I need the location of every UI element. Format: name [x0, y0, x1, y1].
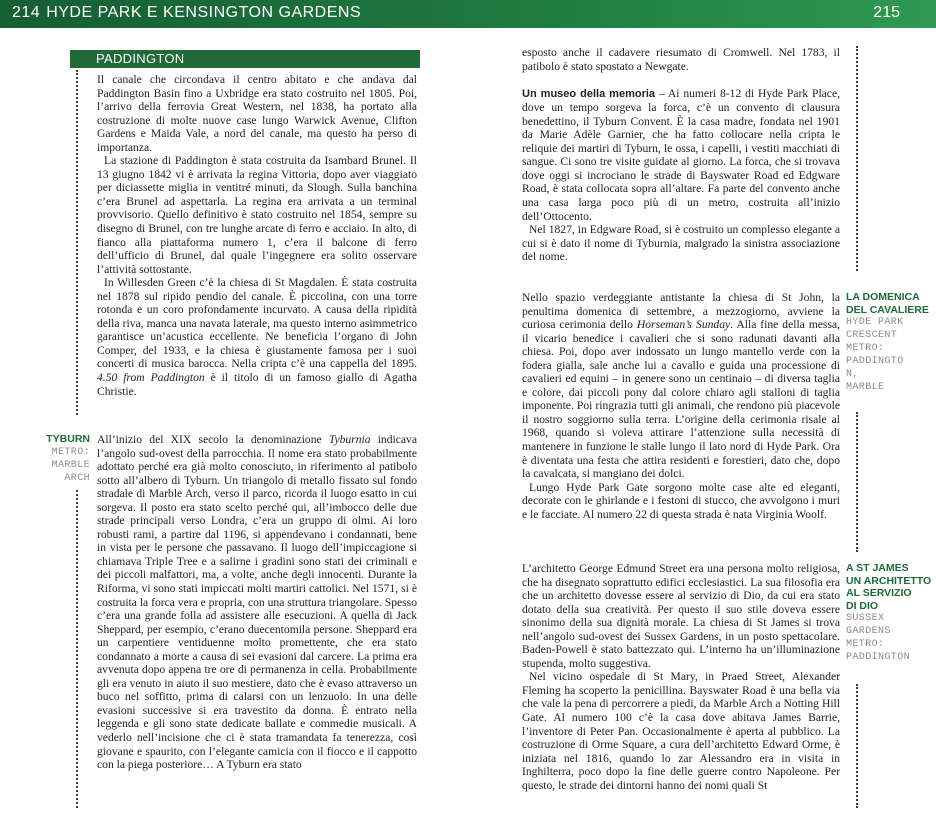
- running-header: [0, 0, 936, 28]
- inline-heading: Un museo della memoria: [522, 87, 656, 100]
- book-title: 4.50 from Paddington: [97, 371, 205, 385]
- side-heading: DEL CAVALIERE: [846, 303, 929, 316]
- paragraph: L’architetto George Edmund Street era una persona molto religiosa, che ha disegnato soprattutto edifici ecclesiastici. La sua filosofia era che un architetto dovesse essere al servizio di Dio, da cui era stato dotato della sua creatività. Per questo il suo stile doveva essere sinonimo della sua dignità morale. La chiesa di St James si trova nell’angolo sud-ovest dei Sussex Gardens, in un posto spettacolare. Baden-Powell è stato battezzato qui. L’interno ha un’illuminazione stupenda, molto suggestiva.: [522, 562, 840, 670]
- left-chapter-title: HYDE PARK E KENSINGTON GARDENS: [46, 4, 362, 21]
- side-meta-line: ARCH: [64, 472, 90, 484]
- left-running-head: [12, 4, 361, 22]
- domenica-sidebar: [846, 291, 934, 394]
- right-margin-dotted-rule: [856, 46, 858, 271]
- domenica-text-column: [522, 291, 840, 521]
- paragraph: [522, 87, 840, 223]
- paragraph: Lungo Hyde Park Gate sorgono molte case alte ed eleganti, decorate con le ghirlande e i festoni di stucco, che avvolgono i muri e le facciate. Al numero 22 di questa strada è nata Virginia Woolf.: [522, 480, 840, 521]
- tyburn-sidebar: [20, 433, 90, 485]
- paragraph: [97, 276, 417, 398]
- section-heading: PADDINGTON: [96, 51, 185, 66]
- side-meta-line: METRO:: [846, 639, 885, 650]
- paragraph-text: In Willesden Green c’è la chiesa di St Magdalen. È stata costruita nel 1878 sul ripido pendio del canale. È piccolina, con una torre rotonda e un coro profondamente incurvato. A causa della ripidità della riva, manca una navata laterale, ma questo interno asimmetrico garantisce un’acustica eccellente. Ne beneficia l’organo di John Comper, del 1933, e la chiesa è giustamente famosa per i suoi concerti di musica barocca. Nella cripta c’è una cappella del 1895.: [97, 276, 417, 371]
- paragraph-text: è il titolo di un famoso giallo di Agatha Christie.: [97, 371, 417, 398]
- side-meta-line: HYDE PARK: [846, 317, 904, 328]
- side-meta-line: MARBLE: [51, 459, 90, 471]
- italic-term: Tyburnia: [328, 433, 371, 446]
- paragraph: Il canale che circondava il centro abitato e che andava dal Paddington Basin fino a Uxbridge era stato costruito nel 1805. Poi, l’arrivo della ferrovia Great Western, nel 1838, ha portato alla costruzione di molte nuove case lungo Warwick Avenue, Clifton Gardens e Maida Vale, a nord del canale, ma questo ha perso di importanza.: [97, 73, 417, 154]
- paragraph-text: All’inizio del XIX secolo la denominazione: [97, 433, 329, 446]
- left-page-number: 214: [12, 4, 41, 21]
- side-meta-line: METRO:: [846, 343, 885, 354]
- paragraph: [97, 433, 417, 772]
- spacer: [522, 73, 840, 87]
- paragraph: esposto anche il cadavere riesumato di Cromwell. Nel 1783, il patibolo è stato spostato a Newgate.: [522, 46, 840, 73]
- side-meta-line: CRESCENT: [846, 330, 898, 341]
- paddington-text-column: [97, 73, 417, 398]
- side-meta-line: PADDINGTO: [846, 356, 904, 367]
- side-heading: AL SERVIZIO: [846, 587, 912, 599]
- side-heading: TYBURN: [46, 433, 90, 445]
- paragraph-text: . Alla fine della messa, il vicario benedice i cavalieri che si sono radunati davanti alla chiesa. Poi, dopo aver indossato un lungo mantello verde con la fodera gialla, sale anche lui a cavallo e guida una processione di cavalieri ed equini – in genere sono un centinaio – di diversa taglia e colore, dai piccoli pony dal colore chiaro agli stalloni di taglia imponente. Poi ringrazia tutti gli animali, che rendono più piacevole il nostro soggiorno sulla terra. L’origine della cerimonia risale al 1968, quando si voleva attirare l’attenzione sulla necessità di mantenere in funzione le stalle lungo il lato nord di Hyde Park. Ora è diventata una festa che attira residenti e forestieri, dato che, dopo la cavalcata, si mangiano dei dolci.: [522, 318, 840, 481]
- right-text-column-top: [522, 46, 840, 264]
- paragraph: [522, 291, 840, 481]
- side-heading: DI DIO: [846, 599, 879, 612]
- side-meta-line: MARBLE: [846, 382, 885, 393]
- stjames-text-column: [522, 562, 840, 792]
- side-heading: LA DOMENICA: [846, 291, 920, 303]
- stjames-sidebar: [846, 562, 934, 664]
- paragraph-text: – Ai numeri 8-12 di Hyde Park Place, dove un tempo sorgeva la forca, c’è un convento di clausura benedettino, il Tyburn Convent. È la casa madre, fondata nel 1901 da Marie Adèle Garnier, che ha fatto collocare nella cripta le reliquie dei martiri di Tyburn, le ossa, i capelli, i vestiti macchiati di sangue. Ci sono tre visite guidate al giorno. La forca, che si trovava dove oggi si incrociano le strade di Bayswater Road ed Edgware Road, è stata collocata sopra all’altare. Fa parte del convento anche una casa larga poco più di un metro, costruita all’inizio dell’Ottocento.: [522, 86, 840, 223]
- side-meta-line: PADDINGTON: [846, 652, 911, 663]
- paragraph-text: indicava l’angolo sud-ovest della parrocchia. Il nome era stato probabilmente adottato perché era già molto conosciuto, in riferimento al patibolo sotto all’albero di Tyburn. Un triangolo di metallo fissato sul fondo stradale di Marble Arch, verso il parco, ricorda il luogo esatto in cui sorgeva. Il posto era stato scelto perché qui, all’imbocco delle due strade principali verso Londra, c’era un gruppo di olmi. Ai loro robusti rami, a partire dal 1196, si appendevano i condannati, bene in vista per le persone che passavano. Il luogo dell’impiccagione si chiamava Triple Tree e a salirne i gradini sono stati dei criminali e dei piccoli malfattori, ma, a volte, anche degli innocenti. Durante la Riforma, vi sono stati impiccati molti martiri cattolici. Nel 1571, si è costruita la forca vera e propria, con una struttura triangolare. Spesso c’era una grande folla ad assistere alle esecuzioni. A quella di Jack Sheppard, per esempio, c’erano duecentomila persone. Sheppard era un carpentiere ventiduenne molto promettente, che era stato condannato a morte a causa di sei evasioni dal carcere. La prima era avvenuta dopo appena tre ore di permanenza in cella. Probabilmente gli era venuto in aiuto il suo mestiere, dato che è evaso attraverso un buco nel soffitto, prima di calarsi con un lenzuolo. In una delle evasioni successive si era travestito da donna. È entrato nella leggenda e gli sono state dedicate ballate e commedie musicali. A vederlo nell’incisione che ci è stata tramandata fa tenerezza, così giovane e spaurito, con l’elegante camicia con il fiocco e il cappotto con la piega posteriore… A Tyburn era stato: [97, 433, 417, 772]
- right-margin-dotted-rule-lower: [856, 684, 858, 808]
- side-meta-line: SUSSEX: [846, 613, 885, 624]
- paragraph: Nel vicino ospedale di St Mary, in Praed Street, Alexander Fleming ha scoperto la penicillina. Bayswater Road è una bella via che vale la pena di percorrere a piedi, da Marble Arch a Notting Hill Gate. Al numero 100 c’è la casa dove abitava James Barrie, l’inventore di Peter Pan. Occasionalmente è aperta al pubblico. La costruzione di Orme Square, a cura dell’architetto Edward Orme, è iniziata nel 1816, quando lo zar Alessandro era in visita in Inghilterra, poco dopo la fine delle guerre contro Napoleone. Per questo, le strade dei dintorni hanno dei nomi quali St: [522, 670, 840, 792]
- right-page-number: 215: [873, 4, 900, 21]
- right-margin-dotted-rule-mid: [856, 412, 858, 552]
- paragraph-text: Nello spazio verdeggiante antistante la chiesa di St John, la penultima domenica di settembre, a mezzogiorno, avviene la curiosa cerimonia dello: [522, 291, 840, 332]
- side-heading: A ST JAMES: [846, 562, 909, 574]
- italic-term: Horseman’s Sunday: [636, 318, 731, 332]
- tyburn-text-column: [97, 433, 417, 772]
- side-meta-line: METRO:: [51, 446, 90, 458]
- paragraph: La stazione di Paddington è stata costruita da Isambard Brunel. Il 13 giugno 1842 vi è arrivata la regina Vittoria, dopo aver viaggiato per diciassette miglia in ventitré minuti, da Slough. Sulla banchina c’era Brunel ad aspettarla. La regina era arrivata a un terminal provvisorio. Quello definitivo è stato costruito nel 1854, sempre su disegno di Brunel, con tre lunghe arcate di ferro e acciaio. In alto, di fianco alla piattaforma numero 1, c’era il balcone di ferro dell’ufficio di Brunel, dal quale l’ingegnere era solito osservare l’attività sottostante.: [97, 154, 417, 276]
- paragraph: Nel 1827, in Edgware Road, si è costruito un complesso elegante a cui si è dato il nome di Tyburnia, malgrado la sinistra associazione del nome.: [522, 223, 840, 264]
- side-meta-line: GARDENS: [846, 626, 891, 637]
- left-margin-dotted-rule: [76, 70, 78, 415]
- left-margin-dotted-rule-lower: [76, 490, 78, 808]
- side-heading: UN ARCHITETTO: [846, 574, 932, 587]
- section-heading-bar: [70, 50, 420, 68]
- side-meta-line: N,: [846, 369, 859, 380]
